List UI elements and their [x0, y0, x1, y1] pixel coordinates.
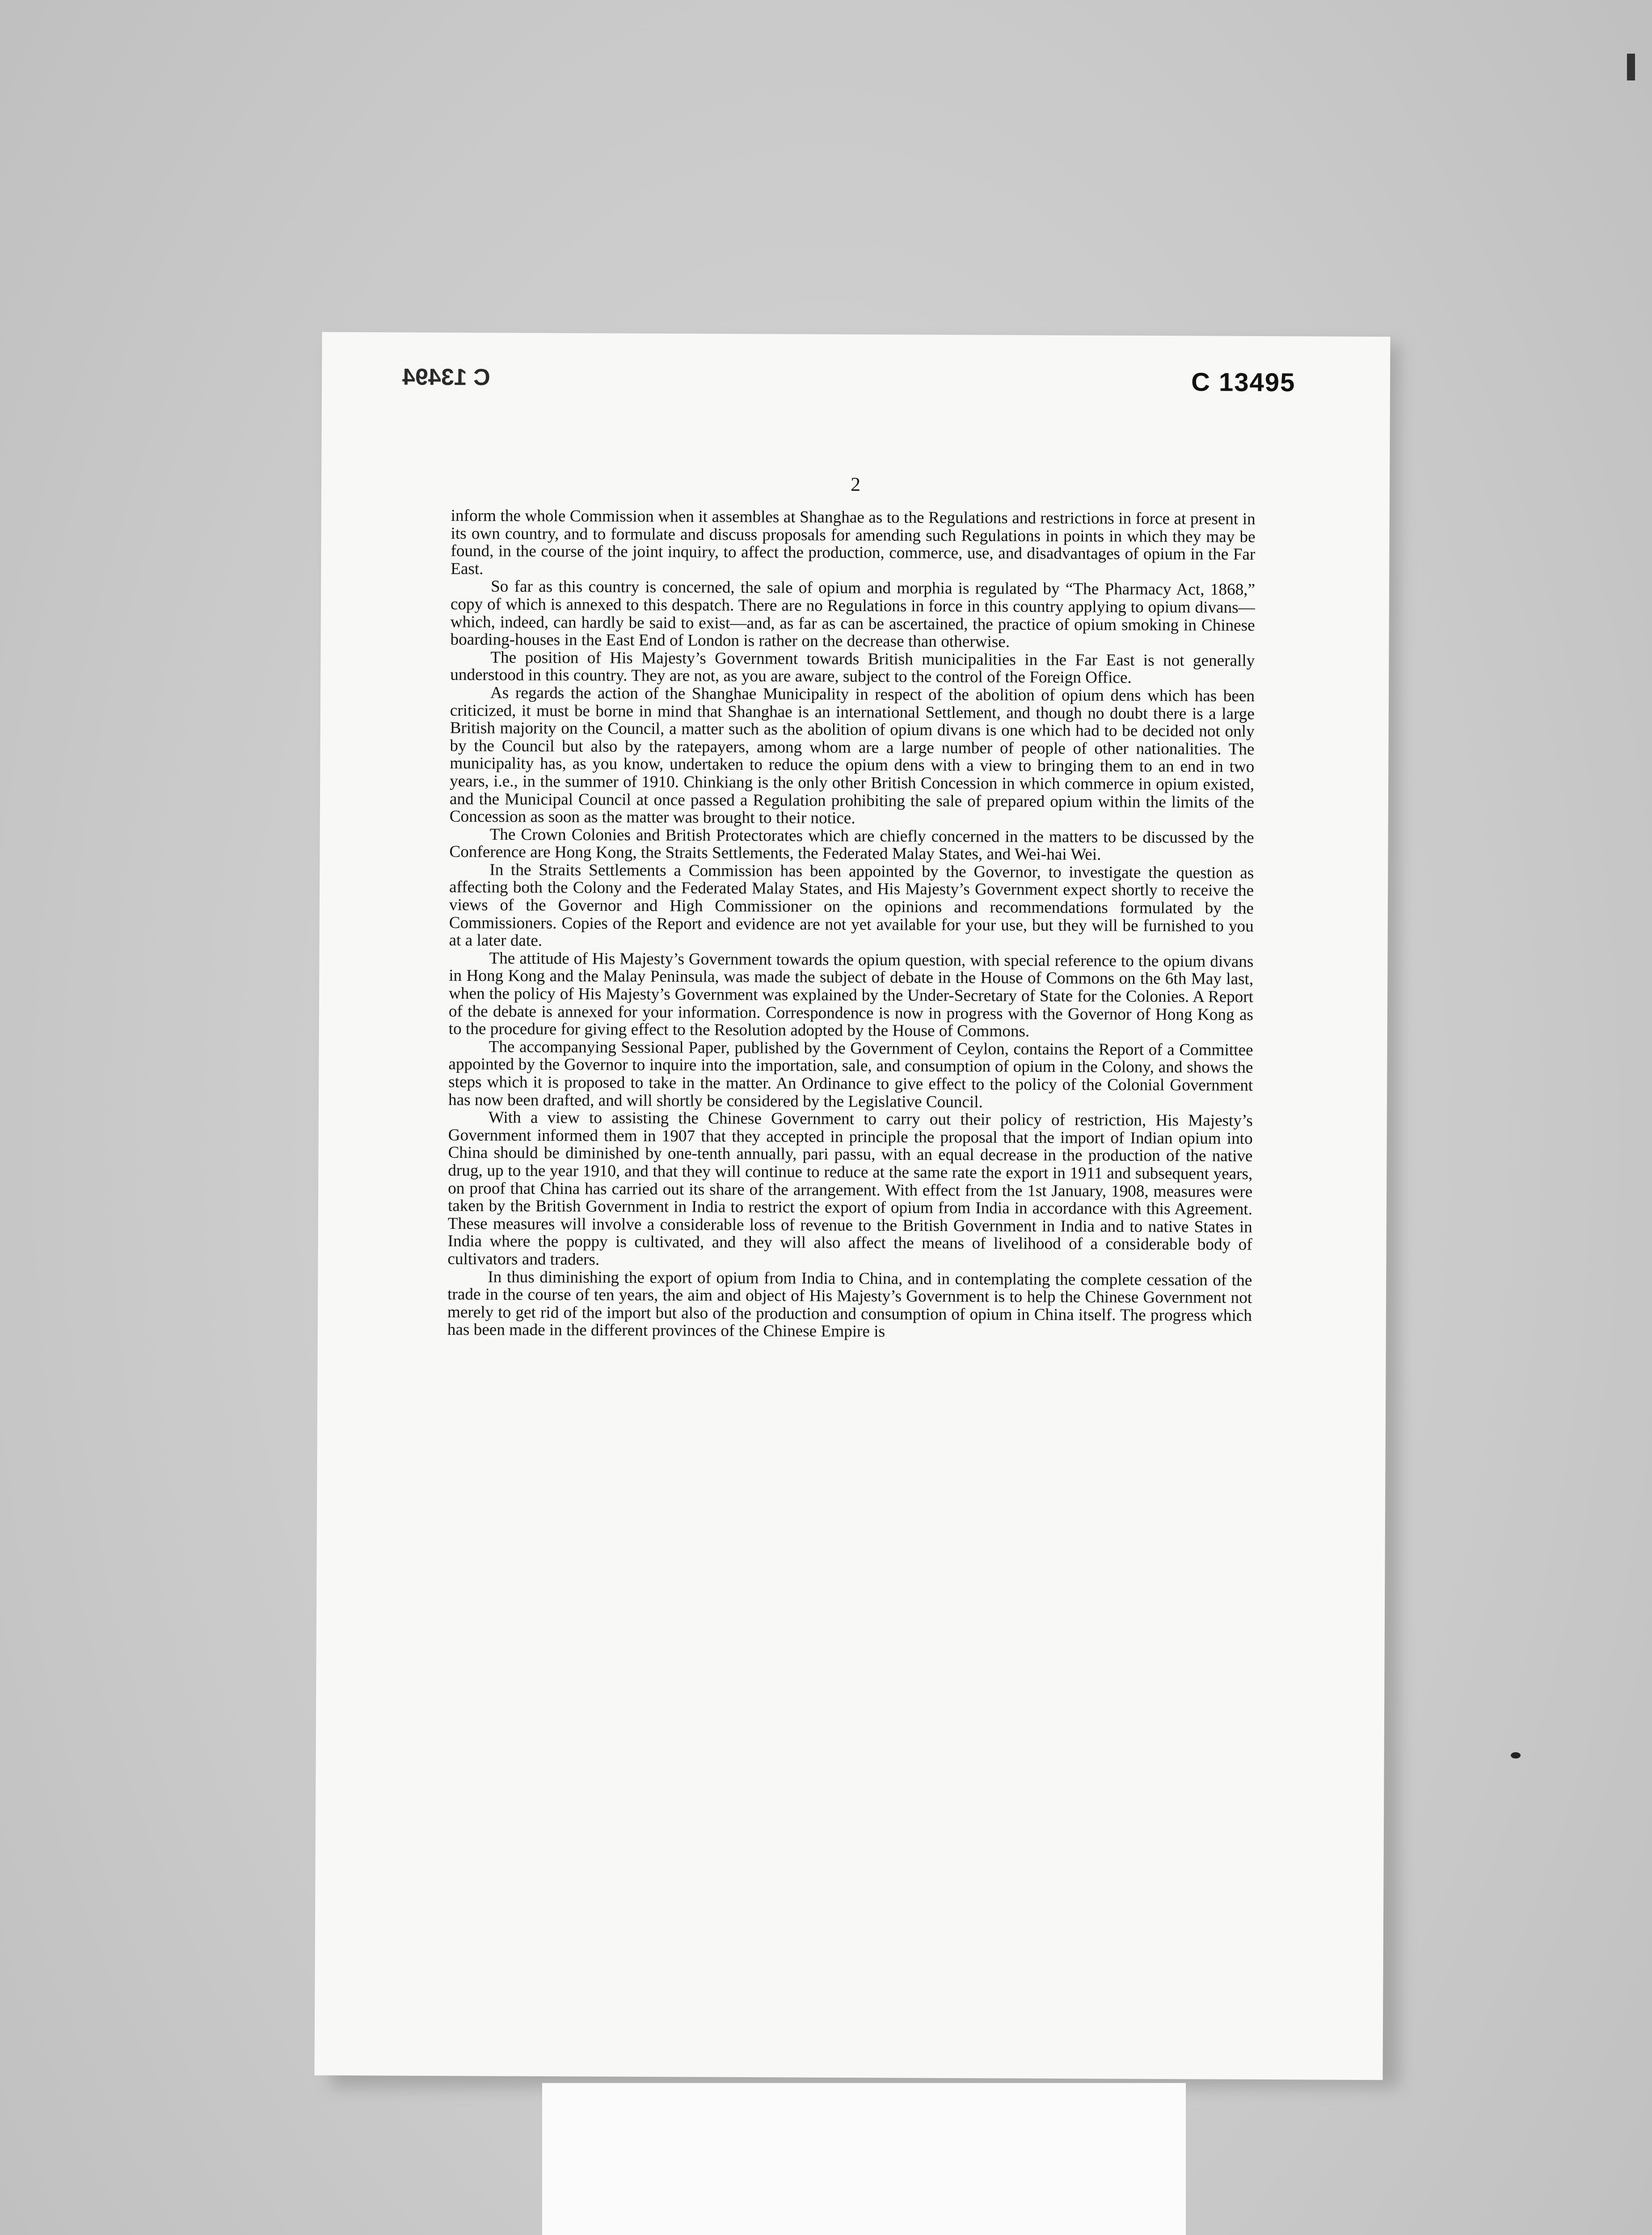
paragraph: With a view to assisting the Chinese Government to carry out their policy of restriction, His Majesty’s Government informed them in 1907 that they accepted in principle the proposal that the import of Indian opium into China should be diminished by one-tenth annually, pari passu, with an equal decrease in the production of the native drug, up to the year 1910, and that they will continue to reduce at the same rate the export in 1911 and subsequent years, on proof that China has carried out its share of the arrangement. With effect from the 1st January, 1908, measures were taken by the British Government in India to restrict the export of opium from India in accordance with this Agreement. These measures will involve a considerable loss of revenue to the British Government in India and to native States in India where the poppy is cultivated, and they will also affect the means of livelihood of a considerable body of cultivators and traders.	[447, 1108, 1253, 1269]
paragraph: The position of His Majesty’s Government towards British municipalities in the Far East is not generally understood in this country. They are not, as you are aware, subject to the control of the Foreign Office.	[450, 648, 1255, 687]
paragraph: As regards the action of the Shanghae Municipality in respect of the abolition of opium dens which has been criticized, it must be borne in mind that Shanghae is an international Settlement, and though no doubt there is a large British majority on the Council, a matter such as the abolition of opium divans is one which had to be decided not only by the Council but also by the ratepayers, among whom are a large number of people of other nationalities. The municipality has, as you know, undertaken to reduce the opium dens with a view to bringing them to an end in two years, i.e., in the summer of 1910. Chinkiang is the only other British Concession in which commerce in opium existed, and the Municipal Council at once passed a Regulation prohibiting the sale of prepared opium within the limits of the Concession as soon as the matter was brought to their notice.	[449, 683, 1255, 828]
paragraph: In thus diminishing the export of opium from India to China, and in contemplating the complete cessation of the trade in the course of ten years, the aim and object of His Majesty’s Government is to help the Chinese Government not merely to get rid of the import but also of the production and consumption of opium in China itself. The progress which has been made in the different provinces of the Chinese Empire is	[447, 1267, 1252, 1341]
paragraph: The accompanying Sessional Paper, published by the Government of Ceylon, contains the Report of a Committee appointed by the Governor to inquire into the importation, sale, and consumption of opium in the Colony, and shows the steps which it is proposed to take in the matter. An Ordinance to give effect to the policy of the Colonial Government has now been drafted, and will shortly be considered by the Legislative Council.	[448, 1037, 1253, 1111]
page-number: 2	[850, 473, 861, 496]
paragraph: inform the whole Commission when it assembles at Shanghae as to the Regulations and restrictions in force at present in its own country, and to formulate and discuss proposals for amending such Regulations in points in which they may be found, in the course of the joint inquiry, to affect the production, commerce, use, and disadvantages of opium in the Far East.	[451, 506, 1256, 578]
document-page	[315, 332, 1391, 2080]
paragraph: So far as this country is concerned, the sale of opium and morphia is regulated by “The Pharmacy Act, 1868,” copy of which is annexed to this despatch. There are no Regulations in force in this country applying to opium divans—which, indeed, can hardly be said to exist—and, as far as can be ascertained, the practice of opium smoking in Chinese boarding-houses in the East End of London is rather on the decrease than otherwise.	[450, 577, 1256, 651]
paragraph: In the Straits Settlements a Commission has been appointed by the Governor, to investigate the question as affecting both the Colony and the Federated Malay States, and His Majesty’s Government expect shortly to receive the views of the Governor and High Commissioner on the opinions and recommendations formulated by the Commissioners. Copies of the Report and evidence are not yet available for your use, but they will be furnished to you at a later date.	[449, 860, 1254, 950]
body-text	[447, 507, 1256, 1342]
film-speck	[1511, 1752, 1521, 1758]
film-mark	[1627, 54, 1635, 80]
stamp-left: C 13494	[402, 364, 490, 391]
collection-label-card	[542, 2083, 1186, 2235]
paragraph: The Crown Colonies and British Protectorates which are chiefly concerned in the matters to be discussed by the Conference are Hong Kong, the Straits Settlements, the Federated Malay States, and Wei-hai Wei.	[449, 825, 1254, 864]
stamp-right: C 13495	[1191, 367, 1296, 397]
paragraph: The attitude of His Majesty’s Government towards the opium question, with special reference to the opium divans in Hong Kong and the Malay Peninsula, was made the subject of debate in the House of Commons on the 6th May last, when the policy of His Majesty’s Government was explained by the Under-Secretary of State for the Colonies. A Report of the debate is annexed for your information. Correspondence is now in progress with the Governor of Hong Kong as to the procedure for giving effect to the Resolution adopted by the House of Commons.	[448, 949, 1254, 1041]
